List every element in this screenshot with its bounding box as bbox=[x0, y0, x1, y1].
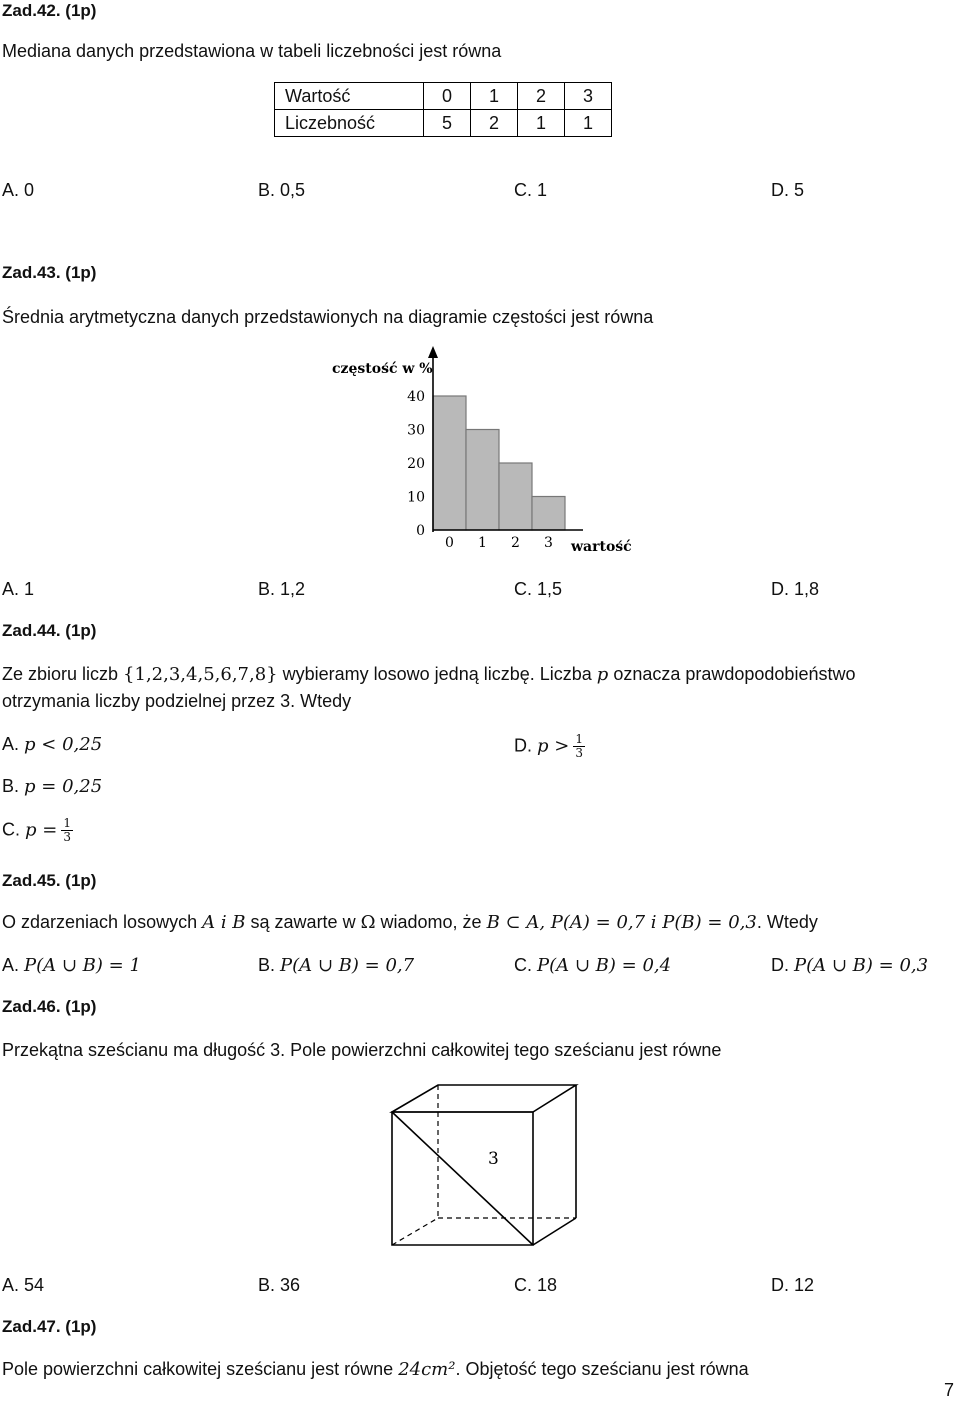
q45-text: O zdarzeniach losowych bbox=[2, 912, 203, 932]
x-tick-label: 2 bbox=[511, 535, 520, 551]
table-cell: 2 bbox=[471, 110, 518, 137]
q44-answer-a bbox=[2, 734, 102, 755]
fraction-denominator: 3 bbox=[575, 746, 583, 760]
table-cell: 1 bbox=[565, 110, 612, 137]
answer-math: P(A ∪ B) = 0,4 bbox=[537, 955, 672, 976]
q43-answer-a: A. 1 bbox=[2, 579, 35, 599]
q44-answer-b bbox=[2, 776, 102, 797]
y-tick-label: 0 bbox=[416, 523, 425, 539]
chart-bar bbox=[499, 463, 532, 530]
q43-heading: Zad.43. (1p) bbox=[2, 263, 97, 282]
diagonal-length-label: 3 bbox=[488, 1149, 499, 1169]
answer-label: B. bbox=[258, 955, 281, 975]
answer-math: P(A ∪ B) = 1 bbox=[24, 955, 141, 976]
q44-line2: otrzymania liczby podzielnej przez 3. Wtedy bbox=[2, 691, 352, 711]
answer-math: p > bbox=[537, 735, 570, 757]
answer-label: A. bbox=[2, 734, 25, 754]
q45-heading: Zad.45. (1p) bbox=[2, 871, 97, 890]
answer-math: P(A ∪ B) = 0,3 bbox=[794, 955, 929, 976]
x-tick-label: 3 bbox=[544, 535, 553, 551]
q44-variable-p: p bbox=[596, 664, 609, 685]
q42-heading: Zad.42. (1p) bbox=[2, 1, 97, 20]
q46-heading: Zad.46. (1p) bbox=[2, 997, 97, 1016]
q43-answer-d: D. 1,8 bbox=[771, 579, 820, 599]
y-tick-label: 20 bbox=[407, 456, 425, 472]
q44-text: wybieramy losowo jedną liczbę. Liczba bbox=[277, 664, 597, 684]
q45-answer-b bbox=[258, 955, 414, 976]
fraction-denominator: 3 bbox=[63, 830, 71, 844]
table-cell: 1 bbox=[471, 83, 518, 110]
q43-answer-c: C. 1,5 bbox=[514, 579, 563, 599]
answer-label: D. bbox=[771, 955, 795, 975]
q44-heading: Zad.44. (1p) bbox=[2, 621, 97, 640]
y-tick-label: 30 bbox=[407, 422, 425, 439]
answer-label: B. bbox=[2, 776, 25, 796]
q44-text: oznacza prawdopodobieństwo bbox=[608, 664, 856, 684]
q46-answer-c: C. 18 bbox=[514, 1275, 558, 1295]
frequency-histogram bbox=[320, 340, 640, 560]
table-cell: 1 bbox=[518, 110, 565, 137]
q43-question: Średnia arytmetyczna danych przedstawionych na diagramie częstości jest równa bbox=[2, 307, 654, 327]
q47-area-value: 24cm² bbox=[398, 1359, 456, 1380]
q45-text: są zawarte w bbox=[245, 912, 361, 932]
page-number: 7 bbox=[944, 1380, 955, 1400]
answer-label: C. bbox=[514, 955, 538, 975]
q45-answer-d bbox=[771, 955, 928, 976]
x-tick-label: 0 bbox=[445, 535, 454, 551]
q42-answer-c: C. 1 bbox=[514, 180, 548, 200]
y-tick-label: 10 bbox=[407, 489, 425, 506]
q45-condition: B ⊂ A, P(A) = 0,7 i P(B) = 0,3 bbox=[486, 912, 757, 933]
cube-top-face bbox=[392, 1085, 576, 1112]
cube-hidden-edge bbox=[392, 1218, 438, 1245]
cube-diagonal bbox=[392, 1112, 533, 1245]
frequency-table bbox=[274, 82, 612, 137]
q45-events: A i B bbox=[202, 912, 246, 933]
q45-answer-c bbox=[514, 955, 671, 976]
chart-ylabel: częstość w % bbox=[332, 361, 433, 377]
answer-label: C. bbox=[2, 819, 26, 840]
q47-heading: Zad.47. (1p) bbox=[2, 1317, 97, 1336]
q47-text: . Objętość tego sześcianu jest równa bbox=[455, 1359, 749, 1379]
q43-answer-b: B. 1,2 bbox=[258, 579, 306, 599]
q46-answer-b: B. 36 bbox=[258, 1275, 301, 1295]
q45-answer-a bbox=[2, 955, 141, 976]
cube-edge bbox=[533, 1218, 576, 1245]
cube-diagram bbox=[340, 1080, 580, 1260]
q47-text: Pole powierzchni całkowitej sześcianu jest równe bbox=[2, 1359, 399, 1379]
q42-answer-b: B. 0,5 bbox=[258, 180, 306, 200]
table-cell: Liczebność bbox=[275, 110, 424, 137]
q44-line1 bbox=[2, 664, 855, 685]
table-cell: Wartość bbox=[275, 83, 424, 110]
answer-math: p < 0,25 bbox=[24, 734, 103, 755]
table-cell: 5 bbox=[424, 110, 471, 137]
q45-omega: Ω bbox=[360, 912, 376, 933]
q42-question: Mediana danych przedstawiona w tabeli liczebności jest równa bbox=[2, 41, 502, 61]
q44-answer-d bbox=[514, 733, 585, 760]
table-row bbox=[275, 83, 612, 110]
q42-answer-d: D. 5 bbox=[771, 180, 805, 200]
chart-bar bbox=[532, 497, 565, 531]
q44-text: Ze zbioru liczb bbox=[2, 664, 124, 684]
q42-answer-a: A. 0 bbox=[2, 180, 35, 200]
answer-label: A. bbox=[2, 955, 25, 975]
chart-bar bbox=[466, 430, 499, 531]
x-tick-label: 1 bbox=[478, 535, 487, 551]
q45-line bbox=[2, 912, 818, 933]
q44-number-set: {1,2,3,4,5,6,7,8} bbox=[123, 664, 278, 685]
table-cell: 2 bbox=[518, 83, 565, 110]
chart-xlabel: wartość bbox=[571, 539, 632, 555]
chart-bar bbox=[433, 396, 466, 530]
fraction bbox=[61, 817, 73, 844]
y-tick-label: 40 bbox=[407, 389, 425, 405]
fraction-numerator: 1 bbox=[575, 732, 583, 746]
fraction-numerator: 1 bbox=[63, 816, 71, 830]
q45-text: . Wtedy bbox=[756, 912, 818, 932]
q47-question bbox=[2, 1359, 749, 1380]
table-row bbox=[275, 110, 612, 137]
answer-math: p = bbox=[25, 819, 58, 841]
answer-math: P(A ∪ B) = 0,7 bbox=[280, 955, 415, 976]
fraction bbox=[573, 733, 585, 760]
table-cell: 0 bbox=[424, 83, 471, 110]
answer-label: D. bbox=[514, 735, 538, 756]
q45-text: wiadomo, że bbox=[375, 912, 487, 932]
table-cell: 3 bbox=[565, 83, 612, 110]
y-axis-arrow-icon bbox=[428, 346, 438, 358]
q46-answer-a: A. 54 bbox=[2, 1275, 45, 1295]
q44-answer-c bbox=[2, 817, 73, 844]
q46-question: Przekątna sześcianu ma długość 3. Pole powierzchni całkowitej tego sześcianu jest równe bbox=[2, 1040, 722, 1060]
q46-answer-d: D. 12 bbox=[771, 1275, 815, 1295]
answer-math: p = 0,25 bbox=[24, 776, 103, 797]
